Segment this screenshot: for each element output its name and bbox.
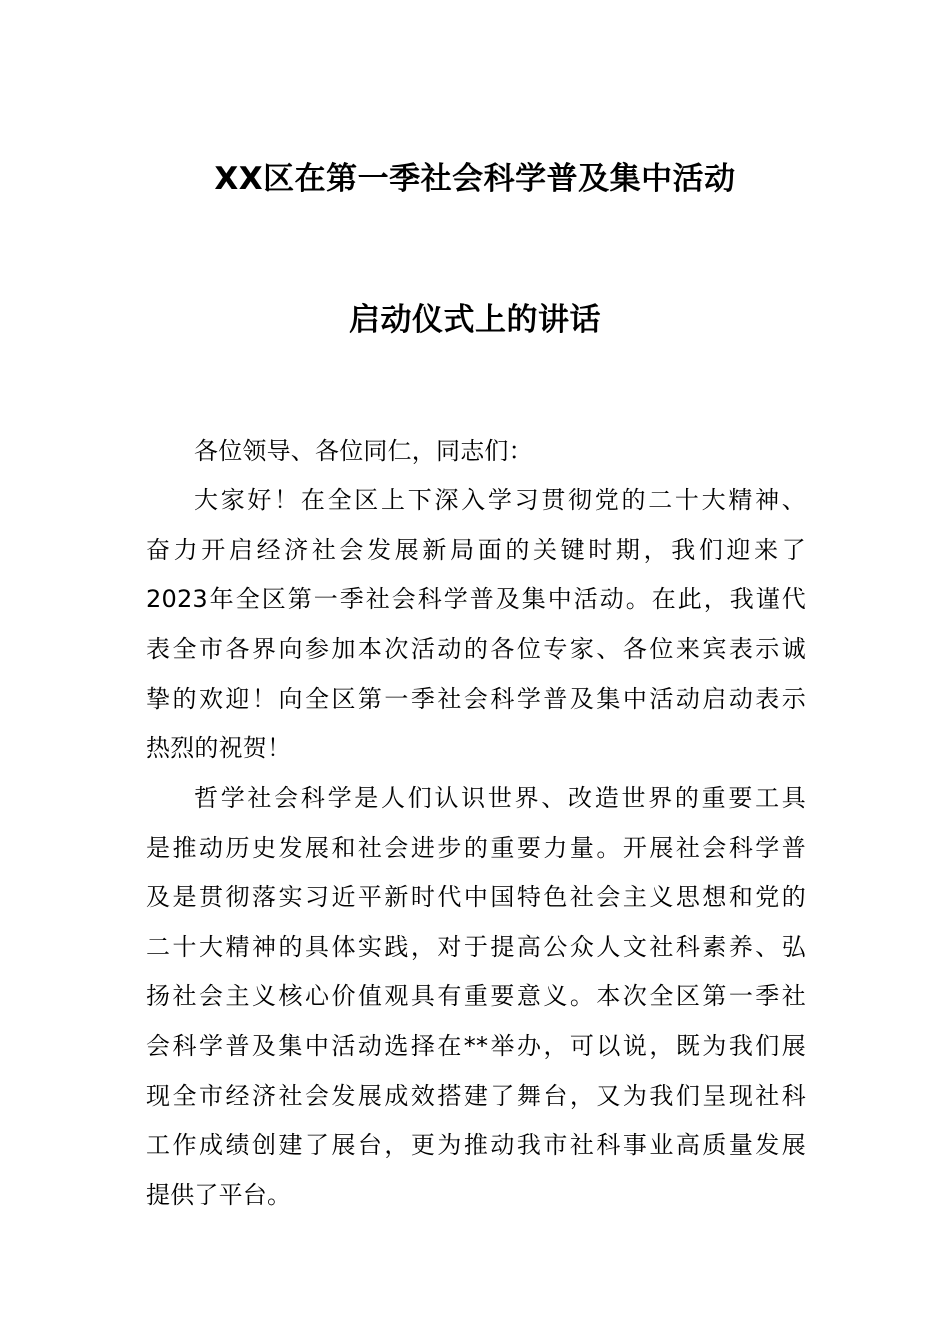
paragraph-1-line: 挚的欢迎！向全区第一季社会科学普及集中活动启动表示 (146, 685, 806, 713)
paragraph-2-line: 现全市经济社会发展成效搭建了舞台，又为我们呈现社科 (146, 1082, 806, 1110)
paragraph-1-line: 热烈的祝贺！ (146, 734, 292, 762)
paragraph-2-line: 及是贯彻落实习近平新时代中国特色社会主义思想和党的 (146, 883, 806, 911)
paragraph-2-line: 扬社会主义核心价值观具有重要意义。本次全区第一季社 (146, 982, 806, 1010)
paragraph-1-line: 表全市各界向参加本次活动的各位专家、各位来宾表示诚 (146, 635, 806, 663)
document-title-line-2: 启动仪式上的讲话 (349, 302, 601, 338)
paragraph-1-line: 奋力开启经济社会发展新局面的关键时期，我们迎来了 (146, 536, 806, 564)
paragraph-2-line: 哲学社会科学是人们认识世界、改造世界的重要工具 (194, 784, 806, 812)
salutation: 各位领导、各位同仁，同志们： (194, 437, 533, 465)
paragraph-1-line: 大家好！在全区上下深入学习贯彻党的二十大精神、 (194, 486, 806, 514)
paragraph-1-line: 2023年全区第一季社会科学普及集中活动。在此，我谨代 (146, 585, 806, 613)
paragraph-2-line: 工作成绩创建了展台，更为推动我市社科事业高质量发展 (146, 1131, 806, 1159)
paragraph-2-line: 会科学普及集中活动选择在**举办，可以说，既为我们展 (146, 1032, 806, 1060)
paragraph-2-line: 提供了平台。 (146, 1181, 292, 1209)
document-title-line-1: XX区在第一季社会科学普及集中活动 (214, 161, 736, 197)
paragraph-2-line: 二十大精神的具体实践，对于提高公众人文社科素养、弘 (146, 933, 806, 961)
paragraph-2-line: 是推动历史发展和社会进步的重要力量。开展社会科学普 (146, 834, 806, 862)
